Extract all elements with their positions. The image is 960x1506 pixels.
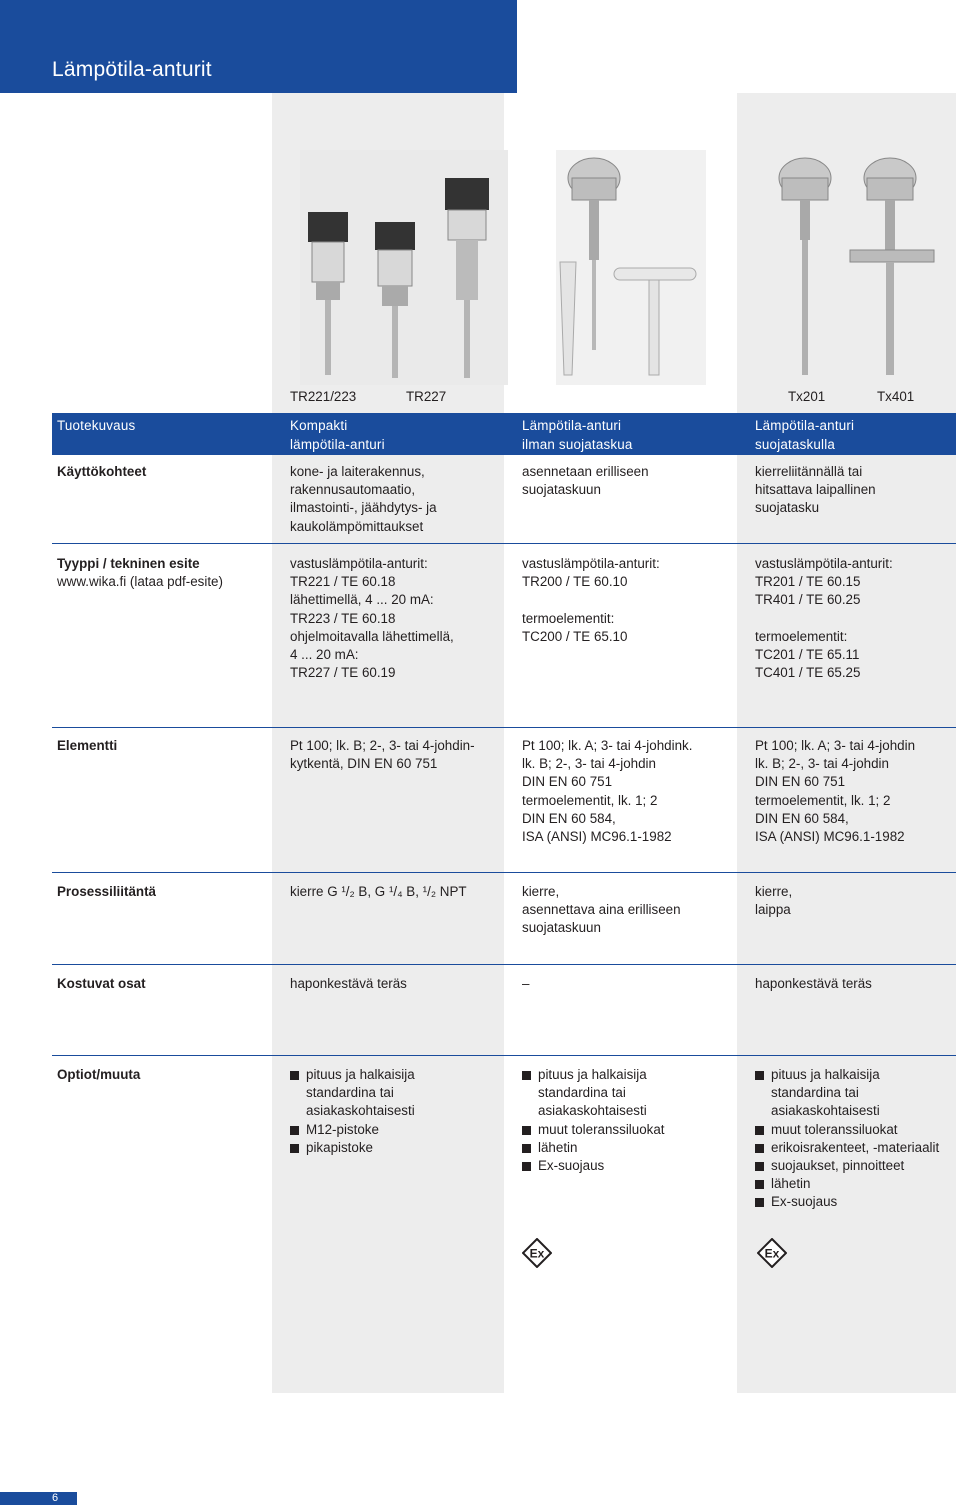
row-divider: [52, 1055, 956, 1056]
row-divider: [52, 872, 956, 873]
wetted-with-thermowell: haponkestävä teräs: [755, 976, 872, 991]
row-label-process-connection: Prosessiliitäntä: [57, 884, 156, 899]
row-label-element: Elementti: [57, 738, 118, 753]
row-label-wetted-parts: Kostuvat osat: [57, 976, 146, 991]
svg-text:Ex: Ex: [764, 1246, 780, 1261]
element-with-thermowell: Pt 100; lk. A; 3- tai 4-johdin lk. B; 2-, 3- tai 4-johdin DIN EN 60 751 termoelementit, lk. 1; 2 DIN EN 60 584, ISA (ANSI) MC96.1-1982: [755, 738, 916, 845]
header-without-thermowell: Lämpötila-anturi ilman suojataskua: [522, 418, 633, 452]
wetted-without-thermowell: –: [522, 976, 530, 991]
list-item: pituus ja halkaisija standardina tai asiakaskohtaisesti: [755, 1066, 939, 1121]
header-compact: Kompakti lämpötila-anturi: [290, 418, 385, 452]
list-item: pituus ja halkaisija standardina tai asiakaskohtaisesti: [522, 1066, 665, 1121]
model-tr227: TR227: [406, 389, 447, 404]
model-tr221-223: TR221/223: [290, 389, 357, 404]
ex-explosion-protection-icon: [522, 1238, 552, 1268]
page-title: Lämpötila-anturit: [52, 58, 212, 81]
sensor-without-thermowell-photo: [556, 150, 706, 385]
header-with-thermowell: Lämpötila-anturi suojataskulla: [755, 418, 855, 452]
row-divider: [52, 543, 956, 544]
list-item: lähetin: [522, 1139, 665, 1157]
row-divider: [52, 964, 956, 965]
ex-explosion-protection-icon: [757, 1238, 787, 1268]
row-label-type: Tyyppi / tekninen esite: [57, 556, 200, 571]
process-without-thermowell: kierre, asennettava aina erilliseen suojataskuun: [522, 884, 681, 936]
element-without-thermowell: Pt 100; lk. A; 3- tai 4-johdink. lk. B; 2-, 3- tai 4-johdin DIN EN 60 751 termoelementit, lk. 1; 2 DIN EN 60 584, ISA (ANSI) MC96.1-1982: [522, 738, 693, 845]
applications-with-thermowell: kierreliitännällä tai hitsattava laipallinen suojatasku: [755, 464, 876, 516]
list-item: Ex-suojaus: [755, 1193, 939, 1211]
list-item: lähetin: [755, 1175, 939, 1193]
element-compact: Pt 100; lk. B; 2-, 3- tai 4-johdin- kytkentä, DIN EN 60 751: [290, 738, 475, 772]
header-label: Tuotekuvaus: [57, 418, 136, 433]
type-compact: vastuslämpötila-anturit: TR221 / TE 60.18 lähettimellä, 4 ... 20 mA: TR223 / TE 60.18 ohjelmoitavalla lähettimellä, 4 ... 20 mA: TR227 / TE 60.19: [290, 556, 454, 681]
list-item: muut toleranssiluokat: [755, 1121, 939, 1139]
row-label-options: Optiot/muuta: [57, 1067, 141, 1082]
options-with-thermowell-list: [755, 1066, 939, 1212]
list-item: erikoisrakenteet, -materiaalit: [755, 1139, 939, 1157]
type-without-thermowell: vastuslämpötila-anturit: TR200 / TE 60.10 termoelementit: TC200 / TE 65.10: [522, 556, 660, 644]
applications-compact: kone- ja laiterakennus, rakennusautomaatio, ilmastointi-, jäähdytys- ja kaukolämpömittaukset: [290, 464, 437, 534]
title-banner: [0, 0, 517, 93]
model-tx201: Tx201: [788, 389, 826, 404]
process-with-thermowell: kierre, laippa: [755, 884, 793, 918]
compact-sensor-photo: [300, 150, 508, 385]
model-tx401: Tx401: [877, 389, 915, 404]
row-divider: [52, 727, 956, 728]
list-item: muut toleranssiluokat: [522, 1121, 665, 1139]
page-number: 6: [52, 1492, 59, 1504]
options-compact-list: [290, 1066, 415, 1157]
list-item: pikapistoke: [290, 1139, 415, 1157]
svg-text:Ex: Ex: [529, 1246, 545, 1261]
list-item: suojaukset, pinnoitteet: [755, 1157, 939, 1175]
sensor-with-thermowell-photo: [760, 150, 950, 385]
type-with-thermowell: vastuslämpötila-anturit: TR201 / TE 60.15 TR401 / TE 60.25 termoelementit: TC201 / TE 65.11 TC401 / TE 65.25: [755, 556, 893, 681]
process-compact: kierre G ¹/₂ B, G ¹/₄ B, ¹/₂ NPT: [290, 884, 467, 899]
options-without-thermowell-list: [522, 1066, 665, 1175]
list-item: Ex-suojaus: [522, 1157, 665, 1175]
row-sublabel-website: www.wika.fi (lataa pdf-esite): [57, 574, 223, 589]
table-header-row: [52, 413, 956, 455]
wetted-compact: haponkestävä teräs: [290, 976, 407, 991]
list-item: pituus ja halkaisija standardina tai asiakaskohtaisesti: [290, 1066, 415, 1121]
list-item: M12-pistoke: [290, 1121, 415, 1139]
applications-without-thermowell: asennetaan erilliseen suojataskuun: [522, 464, 649, 498]
page-number-bar: [0, 1492, 77, 1505]
row-label-applications: Käyttökohteet: [57, 464, 147, 479]
